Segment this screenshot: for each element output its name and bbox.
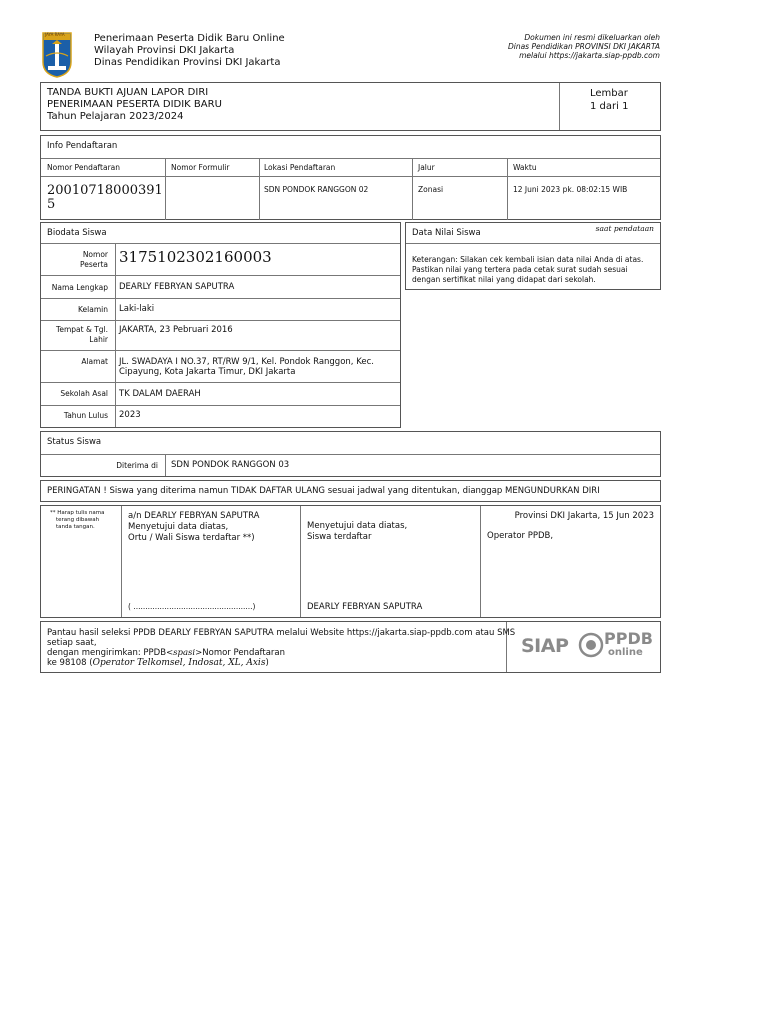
nama-value: DEARLY FEBRYAN SAPUTRA bbox=[119, 282, 235, 292]
warning-text: PERINGATAN ! Siswa yang diterima namun TIDAK DAFTAR ULANG sesuai jadwal yang ditentukan, dianggap MENGUNDURKAN DIRI bbox=[47, 486, 600, 496]
sign-hint-2: terang dibawah bbox=[56, 517, 100, 523]
kelamin-value: Laki-laki bbox=[119, 304, 155, 314]
kelamin-label: Kelamin bbox=[78, 305, 108, 314]
footer-line-3 bbox=[47, 648, 285, 658]
jalur-value: Zonasi bbox=[418, 185, 444, 194]
parent-sign-line-1: a/n DEARLY FEBRYAN SAPUTRA bbox=[128, 511, 260, 521]
sign-hint-1: ** Harap tulis nama bbox=[50, 510, 105, 516]
student-sign-name: DEARLY FEBRYAN SAPUTRA bbox=[307, 602, 423, 612]
nomor-peserta-value: 3175102302160003 bbox=[119, 248, 272, 266]
lokasi-value: SDN PONDOK RANGGON 02 bbox=[264, 185, 369, 194]
info-header-lokasi: Lokasi Pendaftaran bbox=[264, 163, 336, 172]
footer-line-4-prefix: ke 98108 ( bbox=[47, 658, 93, 668]
nomor-pendaftaran-value-2: 5 bbox=[47, 197, 56, 212]
nama-label: Nama Lengkap bbox=[51, 283, 108, 292]
nomor-pendaftaran-value-1: 20010718000391 bbox=[47, 183, 163, 198]
ttl-label-1: Tempat & Tgl. bbox=[56, 325, 108, 334]
header-note-3: melalui https://jakarta.siap-ppdb.com bbox=[519, 51, 660, 60]
header-title-2: Wilayah Provinsi DKI Jakarta bbox=[94, 45, 235, 56]
nilai-keterangan-1: Keterangan: Silakan cek kembali isian data nilai Anda di atas. bbox=[412, 255, 644, 264]
footer-line-3-spasi: <spasi> bbox=[166, 648, 203, 658]
footer-line-2: setiap saat, bbox=[47, 638, 97, 648]
footer-line-4-suffix: ) bbox=[265, 658, 269, 668]
biodata-section-title: Biodata Siswa bbox=[47, 228, 107, 238]
info-section-title: Info Pendaftaran bbox=[47, 141, 118, 151]
siap-logo bbox=[519, 631, 571, 663]
nilai-keterangan-3: dengan sertifikat nilai yang didapat dari sekolah. bbox=[412, 275, 596, 284]
sekolah-asal-value: TK DALAM DAERAH bbox=[119, 389, 201, 399]
ppdb-logo-online: online bbox=[608, 647, 643, 658]
sheet-label: Lembar bbox=[590, 88, 628, 99]
waktu-value: 12 Juni 2023 pk. 08:02:15 WIB bbox=[513, 185, 628, 194]
ttl-label-2: Lahir bbox=[89, 335, 108, 344]
nilai-keterangan-2: Pastikan nilai yang tertera pada cetak surat sudah sesuai bbox=[412, 265, 628, 274]
doc-title-1: TANDA BUKTI AJUAN LAPOR DIRI bbox=[47, 87, 209, 98]
footer-line-4-operators: Operator Telkomsel, Indosat, XL, Axis bbox=[92, 658, 266, 668]
header-title-1: Penerimaan Peserta Didik Baru Online bbox=[94, 33, 285, 44]
doc-title-2: PENERIMAAN PESERTA DIDIK BARU bbox=[47, 99, 222, 110]
nilai-section-title: Data Nilai Siswa bbox=[412, 228, 481, 238]
student-sign-line-2: Siswa terdaftar bbox=[307, 532, 372, 542]
status-table bbox=[40, 431, 661, 477]
ppdb-logo-emblem bbox=[578, 630, 604, 660]
dki-logo bbox=[42, 32, 72, 78]
nomor-peserta-label-1: Nomor bbox=[82, 250, 108, 259]
parent-sign-blank: ( ..................................................) bbox=[128, 602, 256, 611]
info-header-jalur: Jalur bbox=[418, 163, 435, 172]
doc-title-3: Tahun Pelajaran 2023/2024 bbox=[47, 111, 184, 122]
tahun-lulus-label: Tahun Lulus bbox=[63, 411, 108, 420]
info-header-waktu: Waktu bbox=[513, 163, 537, 172]
diterima-value: SDN PONDOK RANGGON 03 bbox=[171, 460, 290, 470]
sign-place-date: Provinsi DKI Jakarta, 15 Jun 2023 bbox=[514, 511, 654, 521]
alamat-label: Alamat bbox=[81, 357, 108, 366]
footer-line-3-prefix: dengan mengirimkan: PPDB bbox=[47, 648, 167, 658]
logo-caption: JAYA RAYA bbox=[45, 32, 65, 37]
footer-line-4 bbox=[47, 658, 269, 669]
ttl-value: JAKARTA, 23 Pebruari 2016 bbox=[119, 325, 233, 335]
sekolah-asal-label: Sekolah Asal bbox=[60, 389, 108, 398]
sign-hint-3: tanda tangan. bbox=[56, 524, 95, 530]
sheet-value: 1 dari 1 bbox=[590, 101, 629, 112]
alamat-value-1: JL. SWADAYA I NO.37, RT/RW 9/1, Kel. Pondok Ranggon, Kec. bbox=[119, 357, 374, 367]
footer-line-3-suffix: Nomor Pendaftaran bbox=[202, 648, 286, 658]
header-note-1: Dokumen ini resmi dikeluarkan oleh bbox=[524, 33, 660, 42]
ppdb-logo bbox=[578, 628, 653, 666]
parent-sign-line-3: Ortu / Wali Siswa terdaftar **) bbox=[128, 533, 255, 543]
ppdb-logo-text: PPDB bbox=[604, 629, 653, 648]
header-note-2: Dinas Pendidikan PROVINSI DKI JAKARTA bbox=[507, 42, 660, 51]
student-sign-line-1: Menyetujui data diatas, bbox=[307, 521, 408, 531]
status-section-title: Status Siswa bbox=[47, 437, 102, 447]
tahun-lulus-value: 2023 bbox=[119, 410, 141, 420]
parent-sign-line-2: Menyetujui data diatas, bbox=[128, 522, 229, 532]
diterima-label: Diterima di bbox=[116, 461, 158, 470]
header-title-3: Dinas Pendidikan Provinsi DKI Jakarta bbox=[94, 57, 281, 68]
alamat-value-2: Cipayung, Kota Jakarta Timur, DKI Jakarta bbox=[119, 367, 296, 377]
nomor-peserta-label-2: Peserta bbox=[79, 260, 108, 269]
nilai-note: saat pendataan bbox=[595, 224, 654, 233]
siap-logo-text: SIAP bbox=[521, 635, 569, 657]
operator-label: Operator PPDB, bbox=[487, 531, 554, 541]
info-header-nomor-formulir: Nomor Formulir bbox=[171, 163, 230, 172]
info-header-nomor-pendaftaran: Nomor Pendaftaran bbox=[47, 163, 121, 172]
info-pendaftaran-table bbox=[40, 135, 661, 220]
footer-line-1: Pantau hasil seleksi PPDB DEARLY FEBRYAN SAPUTRA melalui Website https://jakarta.siap-ppdb.com atau SMS bbox=[47, 628, 516, 638]
